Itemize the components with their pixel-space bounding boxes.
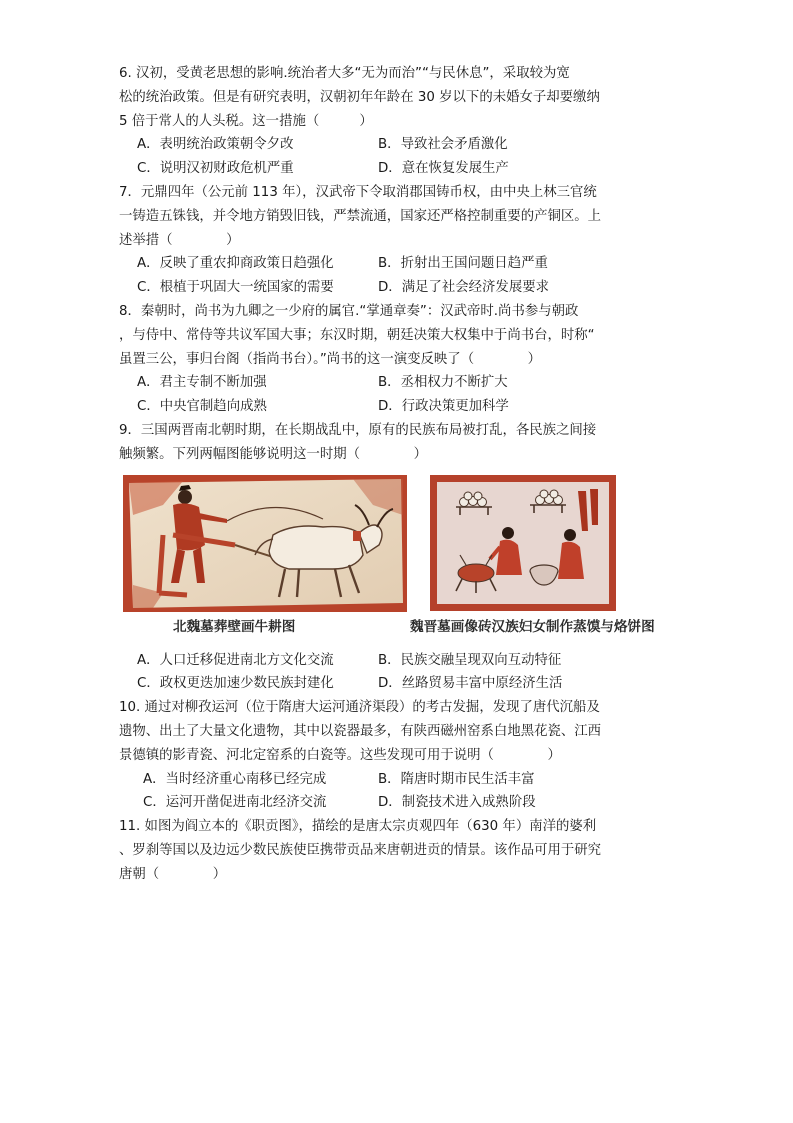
question-6-line-3: 5 倍于常人的人头税。这一措施（ ） — [119, 113, 373, 129]
question-9-line-1: 9．三国两晋南北朝时期，在长期战乱中，原有的民族布局被打乱，各民族之间接 — [119, 422, 597, 438]
ox-ploughing-mural-caption: 北魏墓葬壁画牛耕图 — [173, 618, 296, 635]
question-7-option-c: C．根植于巩固大一统国家的需要 — [137, 280, 334, 296]
question-6-option-b: B．导致社会矛盾激化 — [378, 137, 508, 153]
question-8-line-1: 8．秦朝时，尚书为九卿之一少府的属官.“掌通章奏”：汉武帝时.尚书参与朝政 — [119, 303, 579, 319]
question-10-line-2: 遗物、出土了大量文化遗物，其中以瓷器最多，有陕西磁州窑系白地黑花瓷、江西 — [119, 723, 602, 739]
question-9-option-a: A．人口迁移促进南北方文化交流 — [137, 652, 334, 668]
women-making-bread-brick-caption: 魏晋墓画像砖汉族妇女制作蒸馍与烙饼图 — [410, 618, 655, 635]
question-7-line-3: 述举措（ ） — [119, 232, 240, 248]
question-7 — [119, 181, 675, 300]
question-10-line-1: 10. 通过对柳孜运河（位于隋唐大运河通济渠段）的考古发掘，发现了唐代沉船及 — [119, 700, 600, 716]
question-9-option-d: D．丝路贸易丰富中原经济生活 — [378, 676, 563, 692]
question-6 — [119, 62, 675, 181]
question-11-line-2: 、罗刹等国以及边远少数民族使臣携带贡品来唐朝进贡的情景。该作品可用于研究 — [119, 842, 602, 858]
question-9-options-row-2 — [119, 672, 675, 696]
question-8 — [119, 300, 675, 419]
question-10-options-row-1 — [119, 768, 675, 792]
question-7-line-2: 一铸造五铢钱，并令地方销毁旧钱，严禁流通，国家还严格控制重要的产铜区。上 — [119, 208, 602, 224]
question-7-options-row-2 — [119, 276, 675, 300]
question-10-option-d: D．制瓷技术进入成熟阶段 — [378, 795, 536, 811]
question-10 — [119, 696, 675, 815]
ox-ploughing-mural-image — [123, 475, 407, 612]
question-10-option-a: A．当时经济重心南移已经完成 — [143, 771, 327, 787]
question-6-line-1: 6. 汉初，受黄老思想的影响.统治者大多“无为而治”“与民休息”，采取较为宽 — [119, 66, 570, 81]
question-11-line-1: 11. 如图为阎立本的《职贡图》，描绘的是唐太宗贞观四年（630 年）南洋的婆利 — [119, 819, 597, 835]
question-6-line-2: 松的统治政策。但是有研究表明，汉朝初年年龄在 30 岁以下的未婚女子却要缴纳 — [119, 89, 600, 105]
question-6-option-a: A．表明统治政策朝令夕改 — [137, 137, 294, 153]
question-6-option-c: C．说明汉初财政危机严重 — [137, 161, 294, 177]
question-7-options-row-1 — [119, 252, 675, 276]
women-making-bread-brick-image — [430, 475, 616, 611]
question-8-line-2: ，与侍中、常侍等共议军国大事；东汉时期，朝廷决策大权集中于尚书台，时称“ — [119, 327, 595, 343]
question-7-option-a: A．反映了重农抑商政策日趋强化 — [137, 256, 334, 272]
question-9 — [119, 419, 675, 696]
question-6-options-row-1 — [119, 133, 675, 157]
question-8-options-row-2 — [119, 395, 675, 419]
question-10-option-c: C．运河开凿促进南北经济交流 — [143, 795, 327, 811]
question-10-line-3: 景德镇的影青瓷、河北定窑系的白瓷等。这些发现可用于说明（ ） — [119, 747, 561, 763]
question-8-option-a: A．君主专制不断加强 — [137, 375, 267, 391]
question-8-line-3: 虽置三公，事归台阁（指尚书台）。”尚书的这一演变反映了（ ） — [119, 351, 542, 367]
question-7-line-1: 7．元鼎四年（公元前 113 年），汉武帝下令取消郡国铸币权，由中央上林三官统 — [119, 184, 597, 200]
question-10-options-row-2 — [119, 791, 675, 815]
question-8-options-row-1 — [119, 371, 675, 395]
question-6-option-d: D．意在恢复发展生产 — [378, 161, 509, 177]
question-9-option-b: B．民族交融呈现双向互动特征 — [378, 652, 562, 668]
question-9-figures — [119, 471, 675, 649]
question-7-option-b: B．折射出王国问题日趋严重 — [378, 256, 548, 272]
question-6-options-row-2 — [119, 157, 675, 181]
question-11-line-3: 唐朝（ ） — [119, 866, 227, 882]
question-9-line-2: 触频繁。下列两幅图能够说明这一时期（ ） — [119, 446, 427, 462]
question-9-option-c: C．政权更迭加速少数民族封建化 — [137, 676, 334, 692]
question-11 — [119, 815, 675, 886]
question-10-option-b: B．隋唐时期市民生活丰富 — [378, 771, 535, 787]
question-8-option-c: C．中央官制趋向成熟 — [137, 399, 267, 415]
question-9-options-row-1 — [119, 649, 675, 673]
question-content — [119, 62, 675, 887]
question-7-option-d: D．满足了社会经济发展要求 — [378, 280, 549, 296]
question-8-option-b: B．丞相权力不断扩大 — [378, 375, 508, 391]
question-8-option-d: D．行政决策更加科学 — [378, 399, 509, 415]
